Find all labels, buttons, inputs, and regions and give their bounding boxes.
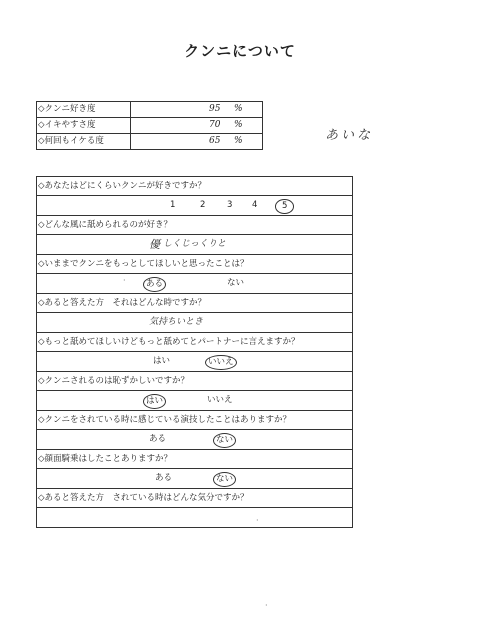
answer-row <box>37 508 353 528</box>
question-text: ◇どんな風に舐められるのが好き？ <box>37 216 353 235</box>
question-text: ◇あると答えた方 されている時はどんな気分ですか？ <box>37 489 353 508</box>
questions-table <box>36 176 353 528</box>
rating-label: ◇何回もイケる度 <box>37 134 131 149</box>
stray-mark: · <box>123 276 126 285</box>
stray-mark: · <box>265 601 268 610</box>
answer-row <box>37 391 353 411</box>
answer-row <box>37 313 353 333</box>
question-text: ◇もっと舐めてほしいけどもっと舐めてとパートナーに言えますか？ <box>37 333 353 352</box>
question-text: ◇あると答えた方 それはどんな時ですか？ <box>37 294 353 313</box>
question-text: ◇あなたはどにくらいクンニが好きですか？ <box>37 177 353 196</box>
rating-unit: % <box>234 120 243 130</box>
answer-row <box>37 235 353 255</box>
option: ない <box>227 278 245 288</box>
option-selected: ない <box>213 472 236 487</box>
rating-value-cell <box>131 102 263 117</box>
question-text: ◇クンニをされている時に感じている演技したことはありますか？ <box>37 411 353 430</box>
option-selected: はい <box>143 394 166 409</box>
rating-value: 65 <box>209 136 221 146</box>
handwritten-answer: 気持ちいとき <box>149 317 204 327</box>
option-selected: いいえ <box>205 355 237 370</box>
stray-mark: · <box>256 516 259 525</box>
option: はい <box>153 356 171 366</box>
handwritten-answer-char: 優 <box>149 238 160 251</box>
option: 1 <box>170 200 176 210</box>
answer-row <box>37 274 353 294</box>
answer-row <box>37 430 353 450</box>
rating-row-multiple <box>37 134 263 150</box>
rating-row-orgasm-ease <box>37 118 263 134</box>
answer-row <box>37 352 353 372</box>
rating-row-like <box>37 102 263 118</box>
handwritten-name: あいな <box>325 128 374 143</box>
rating-value: 70 <box>209 120 221 130</box>
option: 3 <box>227 200 233 210</box>
option-selected: 5 <box>275 199 294 214</box>
question-text: ◇顔面騎乗はしたことありますか？ <box>37 450 353 469</box>
answer-row <box>37 196 353 216</box>
rating-label: ◇イキやすさ度 <box>37 118 131 133</box>
option: 4 <box>252 200 258 210</box>
question-text: ◇いままでクンニをもっとしてほしいと思ったことは？ <box>37 255 353 274</box>
option: ある <box>149 434 167 444</box>
ratings-table <box>36 101 263 150</box>
rating-label: ◇クンニ好き度 <box>37 102 131 117</box>
answer-row <box>37 469 353 489</box>
option: いいえ <box>207 395 233 405</box>
option: ある <box>155 473 173 483</box>
rating-unit: % <box>234 104 243 114</box>
question-text: ◇クンニされるのは恥ずかしいですか？ <box>37 372 353 391</box>
option-selected: ある <box>143 277 166 292</box>
rating-unit: % <box>234 136 243 146</box>
page-title: クンニについて <box>184 42 296 60</box>
rating-value-cell <box>131 134 263 149</box>
handwritten-answer: しくじっくりと <box>163 239 227 249</box>
rating-value-cell <box>131 118 263 133</box>
option: 2 <box>200 200 206 210</box>
rating-value: 95 <box>209 104 221 114</box>
option-selected: ない <box>213 433 236 448</box>
